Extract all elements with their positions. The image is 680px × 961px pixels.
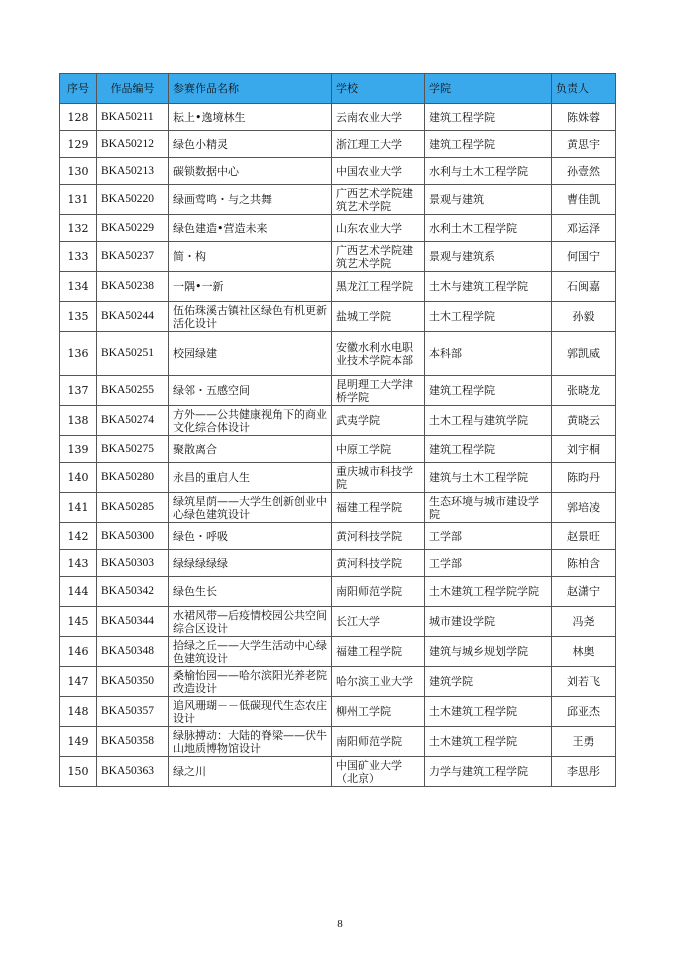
cell-leader: 黄思宇 [552,131,616,158]
cell-school: 黑龙江工程学院 [332,272,425,302]
cell-code: BKA50212 [97,131,169,158]
cell-no: 142 [60,523,97,550]
cell-school: 柳州工学院 [332,697,425,727]
cell-title: 绿绿绿绿绿 [169,550,332,577]
cell-no: 132 [60,215,97,242]
cell-school: 黄河科技学院 [332,523,425,550]
cell-school: 福建工程学院 [332,637,425,667]
cell-college: 城市建设学院 [425,607,552,637]
cell-college: 建筑与土木工程学院 [425,463,552,493]
cell-no: 145 [60,607,97,637]
cell-leader: 李思彤 [552,757,616,787]
cell-school: 广西艺术学院建筑艺术学院 [332,242,425,272]
cell-code: BKA50285 [97,493,169,523]
cell-code: BKA50211 [97,104,169,131]
cell-title: 拾绿之丘——大学生活动中心绿色建筑设计 [169,637,332,667]
cell-title: 简・构 [169,242,332,272]
cell-college: 建筑工程学院 [425,436,552,463]
table-row [60,577,616,607]
cell-school: 中原工学院 [332,436,425,463]
cell-school: 哈尔滨工业大学 [332,667,425,697]
cell-school: 中国矿业大学（北京） [332,757,425,787]
cell-leader: 刘宇桐 [552,436,616,463]
cell-college: 建筑学院 [425,667,552,697]
cell-no: 129 [60,131,97,158]
table-row [60,242,616,272]
table-row [60,637,616,667]
cell-college: 土木与建筑工程学院 [425,272,552,302]
cell-leader: 何国宁 [552,242,616,272]
cell-no: 141 [60,493,97,523]
cell-no: 140 [60,463,97,493]
cell-no: 148 [60,697,97,727]
cell-college: 景观与建筑 [425,185,552,215]
cell-no: 135 [60,302,97,332]
cell-school: 重庆城市科技学院 [332,463,425,493]
cell-no: 149 [60,727,97,757]
header-school: 学校 [332,74,425,104]
table-row [60,332,616,376]
cell-code: BKA50229 [97,215,169,242]
header-code: 作品编号 [97,74,169,104]
award-list-table [59,73,616,787]
cell-college: 本科部 [425,332,552,376]
cell-college: 工学部 [425,523,552,550]
cell-school: 浙江理工大学 [332,131,425,158]
cell-code: BKA50213 [97,158,169,185]
cell-title: 一隅•一新 [169,272,332,302]
cell-no: 133 [60,242,97,272]
header-no: 序号 [60,74,97,104]
table-row [60,104,616,131]
cell-school: 南阳师范学院 [332,577,425,607]
cell-school: 山东农业大学 [332,215,425,242]
cell-school: 黄河科技学院 [332,550,425,577]
cell-leader: 陈柏含 [552,550,616,577]
header-leader: 负责人 [552,74,616,104]
cell-code: BKA50358 [97,727,169,757]
table-row [60,158,616,185]
cell-leader: 陈昀丹 [552,463,616,493]
cell-college: 土木建筑工程学院 [425,727,552,757]
cell-leader: 曹佳凯 [552,185,616,215]
cell-leader: 刘若飞 [552,667,616,697]
cell-school: 云南农业大学 [332,104,425,131]
table-row [60,667,616,697]
cell-leader: 孙壹然 [552,158,616,185]
cell-title: 追风珊瑚－－低碳现代生态农庄设计 [169,697,332,727]
cell-college: 建筑与城乡规划学院 [425,637,552,667]
cell-title: 绿色建造•营造未来 [169,215,332,242]
cell-college: 土木建筑工程学院 [425,697,552,727]
table-row [60,550,616,577]
cell-college: 景观与建筑系 [425,242,552,272]
cell-title: 绿邻・五感空间 [169,376,332,406]
cell-school: 广西艺术学院建筑艺术学院 [332,185,425,215]
table-row [60,131,616,158]
cell-school: 昆明理工大学津桥学院 [332,376,425,406]
cell-code: BKA50251 [97,332,169,376]
cell-title: 绿筑星荫——大学生创新创业中心绿色建筑设计 [169,493,332,523]
cell-college: 建筑工程学院 [425,104,552,131]
cell-college: 建筑工程学院 [425,131,552,158]
cell-college: 水利土木工程学院 [425,215,552,242]
table-row [60,727,616,757]
cell-no: 130 [60,158,97,185]
cell-school: 长江大学 [332,607,425,637]
cell-title: 绿之川 [169,757,332,787]
cell-leader: 冯尧 [552,607,616,637]
table-row [60,607,616,637]
cell-leader: 郭培凌 [552,493,616,523]
table-row [60,272,616,302]
cell-no: 139 [60,436,97,463]
table-header-row [60,74,616,104]
header-college: 学院 [425,74,552,104]
cell-title: 聚散离合 [169,436,332,463]
header-title: 参赛作品名称 [169,74,332,104]
cell-leader: 孙毅 [552,302,616,332]
cell-title: 水裙风带—后疫情校园公共空间综合区设计 [169,607,332,637]
cell-code: BKA50237 [97,242,169,272]
cell-college: 生态环境与城市建设学院 [425,493,552,523]
cell-no: 146 [60,637,97,667]
cell-leader: 陈姝蓉 [552,104,616,131]
cell-title: 伍佑珠溪古镇社区绿色有机更新活化设计 [169,302,332,332]
cell-leader: 郭凯威 [552,332,616,376]
cell-title: 桑榆怡园——哈尔滨阳光养老院改造设计 [169,667,332,697]
cell-title: 绿画莺鸣・与之共舞 [169,185,332,215]
cell-code: BKA50238 [97,272,169,302]
cell-college: 工学部 [425,550,552,577]
cell-leader: 赵潇宁 [552,577,616,607]
cell-code: BKA50220 [97,185,169,215]
cell-no: 131 [60,185,97,215]
cell-no: 136 [60,332,97,376]
cell-code: BKA50303 [97,550,169,577]
cell-college: 建筑工程学院 [425,376,552,406]
cell-code: BKA50274 [97,406,169,436]
table-row [60,523,616,550]
cell-title: 绿脉搏动：大陆的脊梁——伏牛山地质博物馆设计 [169,727,332,757]
cell-title: 绿色小精灵 [169,131,332,158]
cell-code: BKA50342 [97,577,169,607]
cell-code: BKA50350 [97,667,169,697]
table-row [60,463,616,493]
cell-school: 盐城工学院 [332,302,425,332]
cell-school: 中国农业大学 [332,158,425,185]
cell-code: BKA50300 [97,523,169,550]
cell-title: 绿色生长 [169,577,332,607]
cell-code: BKA50275 [97,436,169,463]
cell-code: BKA50255 [97,376,169,406]
table-row [60,215,616,242]
cell-leader: 黄晓云 [552,406,616,436]
cell-code: BKA50244 [97,302,169,332]
cell-title: 碳锁数据中心 [169,158,332,185]
cell-college: 土木工程学院 [425,302,552,332]
cell-leader: 邱亚杰 [552,697,616,727]
cell-code: BKA50280 [97,463,169,493]
cell-title: 永昌的重启人生 [169,463,332,493]
cell-college: 力学与建筑工程学院 [425,757,552,787]
table-row [60,185,616,215]
cell-no: 143 [60,550,97,577]
cell-college: 土木工程与建筑学院 [425,406,552,436]
cell-code: BKA50363 [97,757,169,787]
cell-no: 137 [60,376,97,406]
cell-school: 福建工程学院 [332,493,425,523]
cell-code: BKA50348 [97,637,169,667]
cell-leader: 赵景旺 [552,523,616,550]
cell-school: 南阳师范学院 [332,727,425,757]
cell-leader: 林奥 [552,637,616,667]
table-row [60,376,616,406]
cell-no: 144 [60,577,97,607]
cell-school: 安徽水利水电职业技术学院本部 [332,332,425,376]
cell-leader: 张晓龙 [552,376,616,406]
cell-no: 128 [60,104,97,131]
cell-code: BKA50344 [97,607,169,637]
table-row [60,302,616,332]
cell-school: 武夷学院 [332,406,425,436]
cell-no: 134 [60,272,97,302]
table-row [60,697,616,727]
cell-no: 147 [60,667,97,697]
cell-college: 土木建筑工程学院学院 [425,577,552,607]
table-row [60,436,616,463]
cell-title: 绿色・呼吸 [169,523,332,550]
cell-title: 校园绿建 [169,332,332,376]
cell-leader: 邓运泽 [552,215,616,242]
table-row [60,406,616,436]
cell-leader: 石闽嘉 [552,272,616,302]
table-row [60,757,616,787]
cell-no: 150 [60,757,97,787]
cell-no: 138 [60,406,97,436]
cell-code: BKA50357 [97,697,169,727]
cell-title: 方外——公共健康视角下的商业文化综合体设计 [169,406,332,436]
cell-leader: 王勇 [552,727,616,757]
page-number: 8 [337,918,343,930]
cell-title: 耘上•逸境林生 [169,104,332,131]
table-row [60,493,616,523]
cell-college: 水利与土木工程学院 [425,158,552,185]
